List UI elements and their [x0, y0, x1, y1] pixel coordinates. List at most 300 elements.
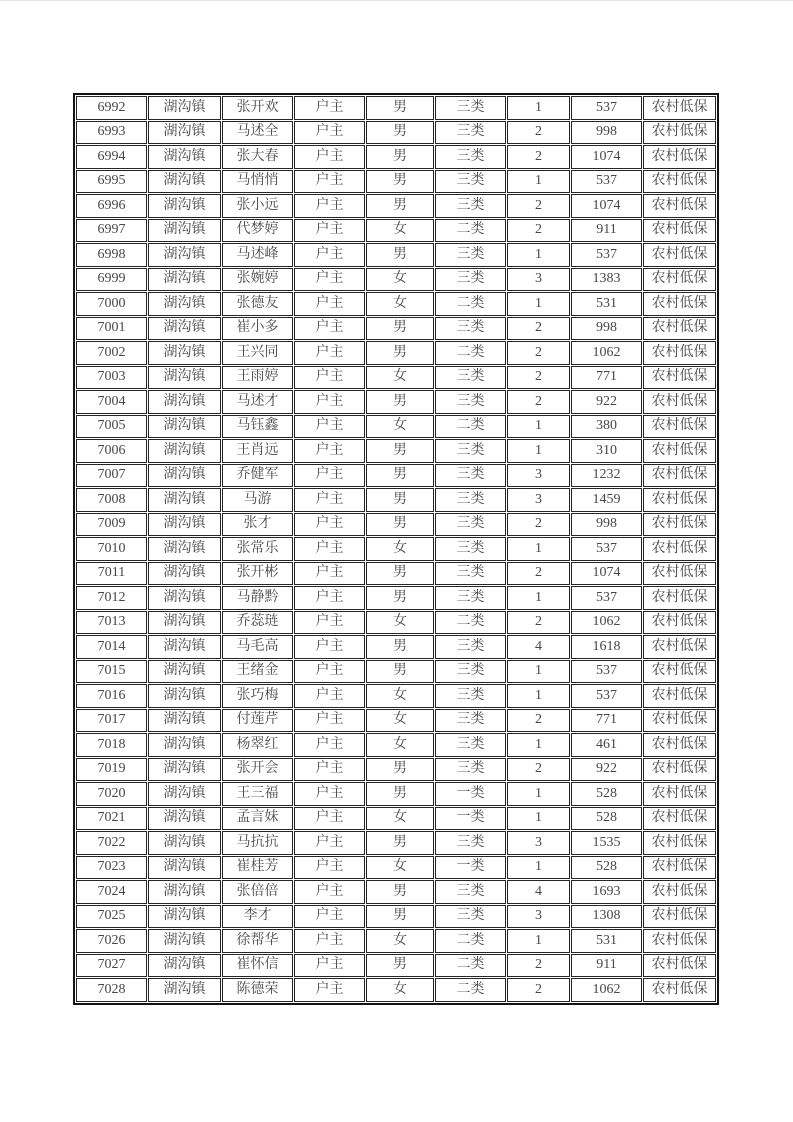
record-row [76, 292, 716, 316]
cell-town: 湖沟镇 [148, 121, 221, 145]
cell-assistance-type: 农村低保 [643, 268, 716, 292]
cell-relation-to-head: 户主 [294, 366, 365, 390]
record-row [76, 513, 716, 537]
cell-town: 湖沟镇 [148, 439, 221, 463]
cell-category: 三类 [435, 390, 506, 414]
record-row [76, 929, 716, 953]
cell-gender: 女 [366, 733, 434, 757]
cell-category: 二类 [435, 415, 506, 439]
cell-gender: 男 [366, 758, 434, 782]
cell-household-size: 1 [507, 586, 570, 610]
cell-relation-to-head: 户主 [294, 660, 365, 684]
cell-name: 杨翠红 [222, 733, 293, 757]
cell-name: 张巧梅 [222, 684, 293, 708]
cell-name: 马悄悄 [222, 170, 293, 194]
cell-serial-number: 6998 [76, 243, 147, 267]
cell-assistance-type: 农村低保 [643, 684, 716, 708]
cell-category: 二类 [435, 292, 506, 316]
cell-town: 湖沟镇 [148, 390, 221, 414]
cell-category: 一类 [435, 782, 506, 806]
cell-category: 三类 [435, 268, 506, 292]
cell-name: 马游 [222, 488, 293, 512]
cell-household-size: 3 [507, 464, 570, 488]
cell-name: 王兴同 [222, 341, 293, 365]
cell-household-size: 3 [507, 831, 570, 855]
record-row [76, 611, 716, 635]
cell-town: 湖沟镇 [148, 684, 221, 708]
cell-name: 马述才 [222, 390, 293, 414]
cell-category: 三类 [435, 513, 506, 537]
cell-amount: 771 [571, 366, 642, 390]
cell-assistance-type: 农村低保 [643, 709, 716, 733]
cell-household-size: 3 [507, 268, 570, 292]
cell-relation-to-head: 户主 [294, 684, 365, 708]
cell-household-size: 1 [507, 292, 570, 316]
cell-serial-number: 7009 [76, 513, 147, 537]
cell-serial-number: 7016 [76, 684, 147, 708]
cell-town: 湖沟镇 [148, 954, 221, 978]
cell-town: 湖沟镇 [148, 219, 221, 243]
cell-gender: 男 [366, 243, 434, 267]
cell-name: 崔桂芳 [222, 856, 293, 880]
cell-amount: 771 [571, 709, 642, 733]
cell-assistance-type: 农村低保 [643, 954, 716, 978]
cell-town: 湖沟镇 [148, 660, 221, 684]
cell-category: 三类 [435, 635, 506, 659]
record-row [76, 807, 716, 831]
cell-amount: 537 [571, 537, 642, 561]
cell-assistance-type: 农村低保 [643, 660, 716, 684]
cell-amount: 1308 [571, 905, 642, 929]
cell-household-size: 1 [507, 170, 570, 194]
cell-serial-number: 7027 [76, 954, 147, 978]
cell-category: 二类 [435, 219, 506, 243]
cell-gender: 男 [366, 121, 434, 145]
cell-town: 湖沟镇 [148, 758, 221, 782]
cell-household-size: 2 [507, 194, 570, 218]
cell-gender: 男 [366, 880, 434, 904]
cell-name: 马静黔 [222, 586, 293, 610]
cell-household-size: 2 [507, 317, 570, 341]
record-row [76, 782, 716, 806]
cell-town: 湖沟镇 [148, 513, 221, 537]
cell-category: 三类 [435, 905, 506, 929]
cell-relation-to-head: 户主 [294, 415, 365, 439]
cell-category: 三类 [435, 831, 506, 855]
cell-household-size: 1 [507, 782, 570, 806]
cell-name: 张常乐 [222, 537, 293, 561]
cell-name: 马钰鑫 [222, 415, 293, 439]
cell-gender: 男 [366, 439, 434, 463]
cell-name: 乔健军 [222, 464, 293, 488]
cell-town: 湖沟镇 [148, 807, 221, 831]
record-row [76, 366, 716, 390]
cell-assistance-type: 农村低保 [643, 488, 716, 512]
record-row [76, 954, 716, 978]
cell-gender: 男 [366, 782, 434, 806]
cell-town: 湖沟镇 [148, 831, 221, 855]
cell-serial-number: 7023 [76, 856, 147, 880]
cell-name: 马述峰 [222, 243, 293, 267]
cell-gender: 女 [366, 415, 434, 439]
cell-town: 湖沟镇 [148, 978, 221, 1002]
cell-household-size: 2 [507, 562, 570, 586]
cell-amount: 1062 [571, 978, 642, 1002]
page-top-edge-line [0, 0, 793, 1]
cell-amount: 1232 [571, 464, 642, 488]
cell-amount: 911 [571, 219, 642, 243]
cell-assistance-type: 农村低保 [643, 611, 716, 635]
cell-category: 三类 [435, 537, 506, 561]
record-row [76, 219, 716, 243]
cell-name: 张倍倍 [222, 880, 293, 904]
cell-relation-to-head: 户主 [294, 439, 365, 463]
record-row [76, 537, 716, 561]
record-row [76, 586, 716, 610]
cell-assistance-type: 农村低保 [643, 464, 716, 488]
cell-relation-to-head: 户主 [294, 807, 365, 831]
cell-town: 湖沟镇 [148, 96, 221, 120]
cell-household-size: 1 [507, 415, 570, 439]
cell-town: 湖沟镇 [148, 145, 221, 169]
cell-name: 孟言妹 [222, 807, 293, 831]
cell-assistance-type: 农村低保 [643, 96, 716, 120]
cell-town: 湖沟镇 [148, 292, 221, 316]
cell-name: 马毛高 [222, 635, 293, 659]
cell-assistance-type: 农村低保 [643, 782, 716, 806]
cell-relation-to-head: 户主 [294, 219, 365, 243]
cell-serial-number: 7011 [76, 562, 147, 586]
cell-relation-to-head: 户主 [294, 758, 365, 782]
record-row [76, 317, 716, 341]
cell-relation-to-head: 户主 [294, 513, 365, 537]
cell-assistance-type: 农村低保 [643, 439, 716, 463]
cell-town: 湖沟镇 [148, 415, 221, 439]
cell-assistance-type: 农村低保 [643, 929, 716, 953]
cell-category: 二类 [435, 611, 506, 635]
cell-serial-number: 7005 [76, 415, 147, 439]
cell-amount: 1459 [571, 488, 642, 512]
cell-serial-number: 6993 [76, 121, 147, 145]
cell-relation-to-head: 户主 [294, 170, 365, 194]
cell-assistance-type: 农村低保 [643, 145, 716, 169]
record-row [76, 488, 716, 512]
cell-relation-to-head: 户主 [294, 831, 365, 855]
cell-relation-to-head: 户主 [294, 537, 365, 561]
cell-assistance-type: 农村低保 [643, 317, 716, 341]
cell-category: 三类 [435, 586, 506, 610]
record-row [76, 390, 716, 414]
cell-amount: 531 [571, 929, 642, 953]
cell-category: 三类 [435, 562, 506, 586]
cell-amount: 537 [571, 586, 642, 610]
cell-serial-number: 7015 [76, 660, 147, 684]
cell-gender: 男 [366, 317, 434, 341]
cell-assistance-type: 农村低保 [643, 758, 716, 782]
cell-household-size: 1 [507, 856, 570, 880]
cell-serial-number: 7018 [76, 733, 147, 757]
roster-table-body [76, 96, 716, 1002]
cell-household-size: 1 [507, 96, 570, 120]
record-row [76, 831, 716, 855]
cell-amount: 1062 [571, 341, 642, 365]
cell-gender: 男 [366, 635, 434, 659]
cell-gender: 女 [366, 709, 434, 733]
cell-category: 三类 [435, 317, 506, 341]
cell-assistance-type: 农村低保 [643, 243, 716, 267]
cell-relation-to-head: 户主 [294, 880, 365, 904]
cell-category: 三类 [435, 488, 506, 512]
cell-amount: 1693 [571, 880, 642, 904]
cell-gender: 男 [366, 562, 434, 586]
cell-assistance-type: 农村低保 [643, 586, 716, 610]
cell-assistance-type: 农村低保 [643, 415, 716, 439]
cell-category: 三类 [435, 464, 506, 488]
cell-category: 三类 [435, 243, 506, 267]
cell-household-size: 2 [507, 954, 570, 978]
cell-gender: 女 [366, 929, 434, 953]
cell-gender: 男 [366, 586, 434, 610]
cell-category: 三类 [435, 880, 506, 904]
cell-relation-to-head: 户主 [294, 856, 365, 880]
cell-household-size: 2 [507, 121, 570, 145]
record-row [76, 660, 716, 684]
cell-category: 三类 [435, 439, 506, 463]
cell-serial-number: 6997 [76, 219, 147, 243]
cell-category: 二类 [435, 929, 506, 953]
cell-household-size: 4 [507, 880, 570, 904]
cell-amount: 537 [571, 243, 642, 267]
cell-household-size: 3 [507, 488, 570, 512]
cell-category: 三类 [435, 96, 506, 120]
cell-household-size: 1 [507, 807, 570, 831]
cell-amount: 528 [571, 807, 642, 831]
cell-name: 王雨婷 [222, 366, 293, 390]
cell-amount: 461 [571, 733, 642, 757]
cell-category: 三类 [435, 684, 506, 708]
cell-assistance-type: 农村低保 [643, 366, 716, 390]
cell-household-size: 1 [507, 243, 570, 267]
record-row [76, 243, 716, 267]
cell-household-size: 1 [507, 929, 570, 953]
cell-serial-number: 7020 [76, 782, 147, 806]
cell-name: 代梦婷 [222, 219, 293, 243]
cell-assistance-type: 农村低保 [643, 219, 716, 243]
cell-town: 湖沟镇 [148, 635, 221, 659]
cell-relation-to-head: 户主 [294, 194, 365, 218]
cell-gender: 女 [366, 292, 434, 316]
cell-amount: 528 [571, 856, 642, 880]
cell-gender: 女 [366, 856, 434, 880]
cell-category: 三类 [435, 758, 506, 782]
cell-amount: 1383 [571, 268, 642, 292]
cell-gender: 女 [366, 611, 434, 635]
cell-serial-number: 7021 [76, 807, 147, 831]
cell-serial-number: 7014 [76, 635, 147, 659]
cell-town: 湖沟镇 [148, 366, 221, 390]
cell-gender: 男 [366, 905, 434, 929]
cell-relation-to-head: 户主 [294, 292, 365, 316]
cell-serial-number: 7000 [76, 292, 147, 316]
record-row [76, 978, 716, 1002]
cell-serial-number: 7022 [76, 831, 147, 855]
cell-amount: 1618 [571, 635, 642, 659]
cell-gender: 男 [366, 464, 434, 488]
record-row [76, 121, 716, 145]
cell-amount: 1074 [571, 562, 642, 586]
cell-relation-to-head: 户主 [294, 978, 365, 1002]
cell-relation-to-head: 户主 [294, 905, 365, 929]
cell-town: 湖沟镇 [148, 905, 221, 929]
cell-amount: 528 [571, 782, 642, 806]
cell-serial-number: 7001 [76, 317, 147, 341]
cell-assistance-type: 农村低保 [643, 121, 716, 145]
cell-name: 陈德荣 [222, 978, 293, 1002]
cell-relation-to-head: 户主 [294, 268, 365, 292]
cell-town: 湖沟镇 [148, 170, 221, 194]
cell-assistance-type: 农村低保 [643, 513, 716, 537]
record-row [76, 709, 716, 733]
cell-gender: 女 [366, 978, 434, 1002]
cell-category: 一类 [435, 807, 506, 831]
cell-gender: 女 [366, 366, 434, 390]
record-row [76, 856, 716, 880]
cell-amount: 537 [571, 170, 642, 194]
cell-household-size: 2 [507, 513, 570, 537]
record-row [76, 733, 716, 757]
cell-amount: 537 [571, 660, 642, 684]
cell-category: 三类 [435, 709, 506, 733]
cell-household-size: 1 [507, 439, 570, 463]
cell-town: 湖沟镇 [148, 341, 221, 365]
cell-relation-to-head: 户主 [294, 782, 365, 806]
cell-amount: 922 [571, 390, 642, 414]
cell-amount: 998 [571, 513, 642, 537]
cell-town: 湖沟镇 [148, 709, 221, 733]
cell-household-size: 2 [507, 611, 570, 635]
cell-amount: 537 [571, 96, 642, 120]
record-row [76, 905, 716, 929]
cell-gender: 男 [366, 170, 434, 194]
cell-town: 湖沟镇 [148, 782, 221, 806]
cell-category: 二类 [435, 978, 506, 1002]
cell-assistance-type: 农村低保 [643, 880, 716, 904]
record-row [76, 341, 716, 365]
cell-assistance-type: 农村低保 [643, 733, 716, 757]
cell-serial-number: 7008 [76, 488, 147, 512]
cell-category: 一类 [435, 856, 506, 880]
cell-relation-to-head: 户主 [294, 317, 365, 341]
record-row [76, 145, 716, 169]
cell-name: 张大春 [222, 145, 293, 169]
cell-gender: 男 [366, 513, 434, 537]
cell-serial-number: 7004 [76, 390, 147, 414]
cell-serial-number: 7012 [76, 586, 147, 610]
cell-town: 湖沟镇 [148, 562, 221, 586]
cell-name: 王绪金 [222, 660, 293, 684]
cell-assistance-type: 农村低保 [643, 537, 716, 561]
cell-gender: 女 [366, 807, 434, 831]
cell-gender: 女 [366, 684, 434, 708]
cell-assistance-type: 农村低保 [643, 635, 716, 659]
cell-assistance-type: 农村低保 [643, 341, 716, 365]
record-row [76, 170, 716, 194]
cell-relation-to-head: 户主 [294, 709, 365, 733]
cell-gender: 女 [366, 219, 434, 243]
cell-serial-number: 7024 [76, 880, 147, 904]
cell-gender: 男 [366, 194, 434, 218]
cell-assistance-type: 农村低保 [643, 292, 716, 316]
cell-town: 湖沟镇 [148, 537, 221, 561]
cell-relation-to-head: 户主 [294, 611, 365, 635]
cell-town: 湖沟镇 [148, 488, 221, 512]
cell-serial-number: 6995 [76, 170, 147, 194]
record-row [76, 439, 716, 463]
cell-serial-number: 6996 [76, 194, 147, 218]
cell-household-size: 1 [507, 684, 570, 708]
cell-town: 湖沟镇 [148, 268, 221, 292]
cell-assistance-type: 农村低保 [643, 194, 716, 218]
cell-relation-to-head: 户主 [294, 121, 365, 145]
cell-assistance-type: 农村低保 [643, 905, 716, 929]
cell-amount: 380 [571, 415, 642, 439]
cell-category: 三类 [435, 366, 506, 390]
cell-town: 湖沟镇 [148, 929, 221, 953]
cell-amount: 1535 [571, 831, 642, 855]
record-row [76, 415, 716, 439]
cell-name: 张德友 [222, 292, 293, 316]
cell-serial-number: 7026 [76, 929, 147, 953]
cell-category: 二类 [435, 341, 506, 365]
cell-relation-to-head: 户主 [294, 635, 365, 659]
cell-amount: 1074 [571, 194, 642, 218]
cell-town: 湖沟镇 [148, 464, 221, 488]
cell-gender: 男 [366, 390, 434, 414]
cell-name: 付莲芹 [222, 709, 293, 733]
cell-name: 张才 [222, 513, 293, 537]
cell-category: 三类 [435, 145, 506, 169]
cell-household-size: 2 [507, 145, 570, 169]
cell-serial-number: 7006 [76, 439, 147, 463]
cell-town: 湖沟镇 [148, 317, 221, 341]
cell-serial-number: 7028 [76, 978, 147, 1002]
cell-assistance-type: 农村低保 [643, 831, 716, 855]
cell-serial-number: 6994 [76, 145, 147, 169]
cell-relation-to-head: 户主 [294, 341, 365, 365]
cell-name: 张开欢 [222, 96, 293, 120]
cell-category: 三类 [435, 170, 506, 194]
cell-serial-number: 7013 [76, 611, 147, 635]
cell-category: 三类 [435, 733, 506, 757]
cell-relation-to-head: 户主 [294, 96, 365, 120]
cell-amount: 1062 [571, 611, 642, 635]
cell-name: 马抗抗 [222, 831, 293, 855]
cell-amount: 310 [571, 439, 642, 463]
cell-relation-to-head: 户主 [294, 488, 365, 512]
cell-category: 二类 [435, 954, 506, 978]
record-row [76, 684, 716, 708]
cell-assistance-type: 农村低保 [643, 807, 716, 831]
cell-name: 徐帮华 [222, 929, 293, 953]
cell-amount: 998 [571, 317, 642, 341]
cell-name: 张开彬 [222, 562, 293, 586]
cell-household-size: 1 [507, 537, 570, 561]
cell-name: 乔蕊琏 [222, 611, 293, 635]
cell-gender: 男 [366, 954, 434, 978]
cell-household-size: 2 [507, 758, 570, 782]
cell-amount: 911 [571, 954, 642, 978]
cell-name: 王肖远 [222, 439, 293, 463]
